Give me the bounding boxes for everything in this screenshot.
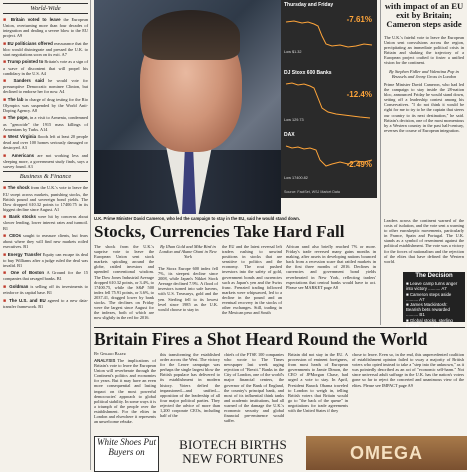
photo-hair [142,10,240,60]
brief-body: were hit by concerns about slower lending, lower interest rates and turmoil. B1 [3,214,88,231]
brief-item [3,115,88,131]
bullet-icon: ■ [3,60,8,66]
brief-item [3,78,88,94]
brief-lead: The pope, [7,115,29,121]
bullet-icon: ■ [3,271,11,277]
brief-lead: Sanders said [13,78,44,84]
brief-body: the European Union, overturning more than four decades of integration and dealing a severe blow to the EU project. A9 [3,17,89,39]
brief-lead: West Virginia [8,134,37,140]
britain-col-3: chiefs of the FTSE 100 companies who wrote to The Times newspaper last week urging rejection of "Brexit." Banks in the City of London, one of the world's major financial centers, the governor of the Bank of England, the country's principal bank, and most of its influential think tanks and academic institutions, had all warned of the damage the U.K.'s economic security and global financial pre-eminence would suffer. [224,352,284,424]
britain-col-1-text: The implications of Britain's vote to leave the European Union will reverberate through the Continent's politics and economies for years. But it may have an even more consequential and lasting impact on the most powerful democracies' approach to global political stability. In some ways it is a triumph of the people over the establishment. For the elites in London and elsewhere it represents an unwelcome rebuke. [94,358,156,425]
lead-body-1: The U.K.'s fateful vote to leave the European Union sent convulsions across the region, precipitating an immediate political crisis in Britain and shaking the trajectory of a European project crafted to foster a unified vision for the continent. [384,35,464,66]
lead-byline: By Stephen Fidler and Valentina Pop in Brussels and Jenny Gross in London [389,68,459,79]
brief-body: A Ground for the 15 companies that ravaged banks. B1 [3,270,88,282]
stocks-byline: By Ilhan Gold and Mike Bird in London and Akane Otani in New York [159,244,217,260]
decision-item-label: Leave camp turns anger into victory .......... A7 [406,281,458,292]
lead-body-3: Leaders across the continent warned of the costs of isolation, and the vote sent a warning to other euroskeptic movements, particularly in France, Spain and Portugal. The U.K. stands as a symbol of resentment against the political establishment. The vote was a victory for the forces of nationalism and the rejection of the elites that have defined the Western world. [384,218,464,264]
decision-title: The Decision [415,273,453,279]
brief-lead: Bank stocks [9,214,36,220]
brief-body: in charge of drug testing for the Rio Olympics was suspended by the World Anti-Doping Agency. A8 [3,96,89,113]
market-low-3: Low 17400.82 [284,176,308,180]
section-business-finance: Business & Finance [3,171,88,182]
brief-item [3,298,88,309]
teaser-biotech[interactable]: BIOTECH BIRTHS NEW FORTUNES [179,437,287,466]
lead-kicker: with impact of an EU exit by Britain; Cameron steps aside [384,1,464,29]
brief-body: agreed to a new data-transfer framework. B1 [3,297,89,309]
brief-lead: Goldman [9,283,29,289]
bullet-icon: ■ [3,97,8,103]
market-block-1 [284,10,374,60]
headline-britain: Britain Fires a Shot Heard Round the World [94,329,428,349]
brief-body: reassurance that the bloc would disintegrate and pressed the U.K. to start negotiations soon on its exit. A7 [3,40,88,57]
brief-body: Equity can escape its deal to buy Williams after a judge ruled the deal was invalid. B1 [3,251,89,268]
column-rule [90,0,91,470]
decision-item-label: James Mackintosh: Bearish bets rewarded .......... B1 [406,302,450,318]
right-column [384,0,464,133]
brief-body: Britain's vote as a sign of a wave of discontent that will propel his candidacy in the U.S. A4 [3,59,88,76]
headline-stocks: Stocks, Currencies Take Hard Fall [94,222,345,241]
market-label-2: DJ Stoxx 600 Banks [284,70,332,76]
brief-lead: Trump pointed to [7,59,44,65]
stocks-col-3: the EU and the latest reversal left traders rushing to unwind positions in stocks that are sensitive to politics and the economy. The rout pushed investors into the safety of gold, government bonds and currencies such as Japan's yen and the Swiss franc. Frenzied trading followed markets were whipsawed, led to a decline in the pound and an eventual recovery in the stocks of other exchanges. Still, trading in the Mexican peso and South [222,244,282,316]
bullet-icon: ■ [3,186,8,192]
brief-body: floods left at least 20 people dead and over 100 homes seriously damaged or destroyed. A3 [3,134,88,151]
bullet-icon: ■ [3,18,11,23]
brief-lead: Britain voted to leave [10,17,61,22]
market-change-1: -7.61% [346,15,372,24]
decision-item-label: Cameron steps aside .......... A7 [406,291,452,302]
market-low-2: Low 129.73 [284,118,304,122]
brief-body: are not working less and sleeping more, a government study finds, says a survey found. A3 [3,152,88,169]
bullet-icon: ■ [3,79,14,85]
bullet-icon: ■ [3,215,10,221]
market-change-2: -12.4% [346,90,372,99]
analysis-tag: ANALYSIS [94,358,116,363]
brief-body: is selling off its investments to reinforce its capital base. B1 [3,283,89,296]
brief-item [3,185,88,211]
bullet-icon: ■ [3,41,8,47]
brief-item [3,153,88,169]
bullet-icon: ■ [406,281,410,287]
decision-box [403,272,465,328]
bullet-icon: ■ [3,153,12,159]
brief-lead: The shock [7,185,30,191]
market-block-3 [284,132,374,188]
stocks-col-1: The shock from the U.K.'s surprise vote to leave the European Union sent stock markets spiraling around the globe, rattled investors and upended conventional wisdom. The Dow Jones Industrial Average dropped 610.32 points, or 3.4%, to 17400.75, while the S&P 500 index fell 75.91 points, or 3.6%, to 2037.41, dragged lower by bank stocks. The declines on Friday were the largest since August for the indexes, both of which are now slightly in the red for 2016. [94,244,154,321]
brief-item [3,284,88,295]
decision-item[interactable] [406,281,462,291]
market-source: Source: FactSet, WSJ Market Data [284,190,340,194]
lead-body-2: Prime Minister David Cameron, who had led the campaign to stay inside the 28-nation bloc, announced Friday he would stand down, setting off a leadership contest among his Conservatives. "I do not think it would be right for me to try to be the captain that steers our country to its next destination," he said. Britain's decision, one of the most momentous by a Western country in the past half-century, reverses the course of European integration. [384,81,464,133]
decision-list [403,281,465,328]
decision-item-label: Global stocks, sterling tumble .......... C1 [406,317,453,328]
market-change-3: -2.49% [346,160,372,169]
bullet-icon: ■ [3,135,9,141]
brief-item [3,252,88,268]
world-wide-briefs [3,17,88,169]
bullet-icon: ■ [406,317,410,323]
market-panel [281,0,377,198]
britain-col-4: Britain did not stay in the EU. A procession of eminent foreigners, from most heads of European governments to Jamie Dimon, the CEO of JPMorgan Chase, had urged a vote to stay. In April, President Barack Obama traveled to London to weigh in, telling British voters that Britain would go to "the back of the queue" in negotiations for trade agreements with the United States if they [288,352,348,414]
cameron-photo [94,0,281,214]
brief-item [3,233,88,249]
left-column [3,0,88,311]
business-briefs [3,185,88,308]
brief-body: from the U.K.'s vote to leave the EU swept across markets, punishing stocks, the British pound and sovereign bond yields. The Dow dropped 610.32 points to 17400.75 in its biggest decline since August. A1 [3,185,89,212]
brief-item [3,214,88,230]
market-sparkline-1 [284,14,374,54]
bullet-icon: ■ [3,116,8,122]
brief-body: he would vote for presumptive Democratic nominee Clinton, but declined to endorse her for now. A4 [3,78,88,95]
stocks-col-4: African rand also briefly reached 7% or more. Friday's trade reversed many gains months in making, after assets in developing nations bounced back from a recession scare that rattled markets in the first three months of 2016. Declines in currencies and government bond yields reverberated in New York, reflecting traders' expectations that central banks would have to act. Please see MARKET page A8 [286,244,376,290]
brief-lead: One of Boston [10,270,45,276]
brief-item [3,17,88,38]
brief-item [3,270,88,281]
bullet-icon: ■ [406,302,410,308]
market-label-3: DAX [284,132,295,138]
brief-body: sought to reassure clients, but fears about where they will find new markets roiled executives. B1 [3,233,88,250]
brief-lead: Energy Transfer [7,251,42,257]
photo-caption: U.K. Prime Minister David Cameron, who led the campaign to stay in the EU, said he would stand down. [94,216,300,221]
market-title: Thursday and Friday [284,2,334,8]
decision-item[interactable] [406,302,462,318]
brief-item [3,97,88,113]
section-world-wide: World-Wide [3,3,88,14]
headline-divider [94,327,465,328]
column-rule-right [380,0,381,325]
teaser-white-shoes[interactable]: White Shoes Put Buyers on [94,436,159,472]
bullet-icon: ■ [3,284,10,290]
bullet-icon: ■ [3,252,8,258]
brief-lead: EU politicians offered [7,40,53,46]
britain-col-2: this transforming the established order across the West. The victory for the Leave campaign was perhaps the single largest blow the British populace has delivered to its establishment in modern history. Voters defied the impassioned—and unified—opposition of the leadership of all four major political parties. They rejected the advice of more than 1,200 corporate CEOs, including half of the [160,352,220,419]
stocks-col-2: The Stoxx Europe 600 index fell 7%, its steepest decline since 2008, while Japan's Nikkei Stock Average declined 7.9%. A flood of investors turned into safe havens, with U.S. Treasurys, gold and the yen. Sterling fell to its lowest level since 1985 as the U.K. would choose to stay in [158,266,218,312]
bullet-icon: ■ [3,298,10,304]
brief-body: in a visit to Armenia, condemned as "genocide" the 1915 mass killings of Armenians by Turks. A14 [3,115,88,132]
brief-item [3,59,88,75]
brief-item [3,41,88,57]
brief-lead: CEOs [9,233,22,238]
market-low-1: Low $1.32 [284,50,302,54]
market-block-2 [284,70,374,126]
bullet-icon: ■ [406,291,410,297]
britain-byline: By Gerard Baker [94,351,126,356]
brief-item [3,134,88,150]
decision-item[interactable] [406,292,462,302]
ad-omega[interactable]: OMEGA [306,436,467,470]
britain-col-5: chose to leave. Even so, in the end, this unprecedented coalition of establishment opinion failed to sway a majority of British voters who opted instead to take a "step into the unknown," as it was pointedly described as an act of "economic self-harm." Not since universal adult suffrage in the U.K. has the nation's voters gone so far to reject the concerted and unanimous view of the elites. Please see IMPACT page A9 [352,352,464,388]
brief-lead: The lab [7,96,24,102]
brief-lead: The U.S. and EU [9,297,46,303]
bullet-icon: ■ [3,234,10,239]
brief-lead: Americans [11,152,35,158]
britain-col-1 [94,358,156,434]
